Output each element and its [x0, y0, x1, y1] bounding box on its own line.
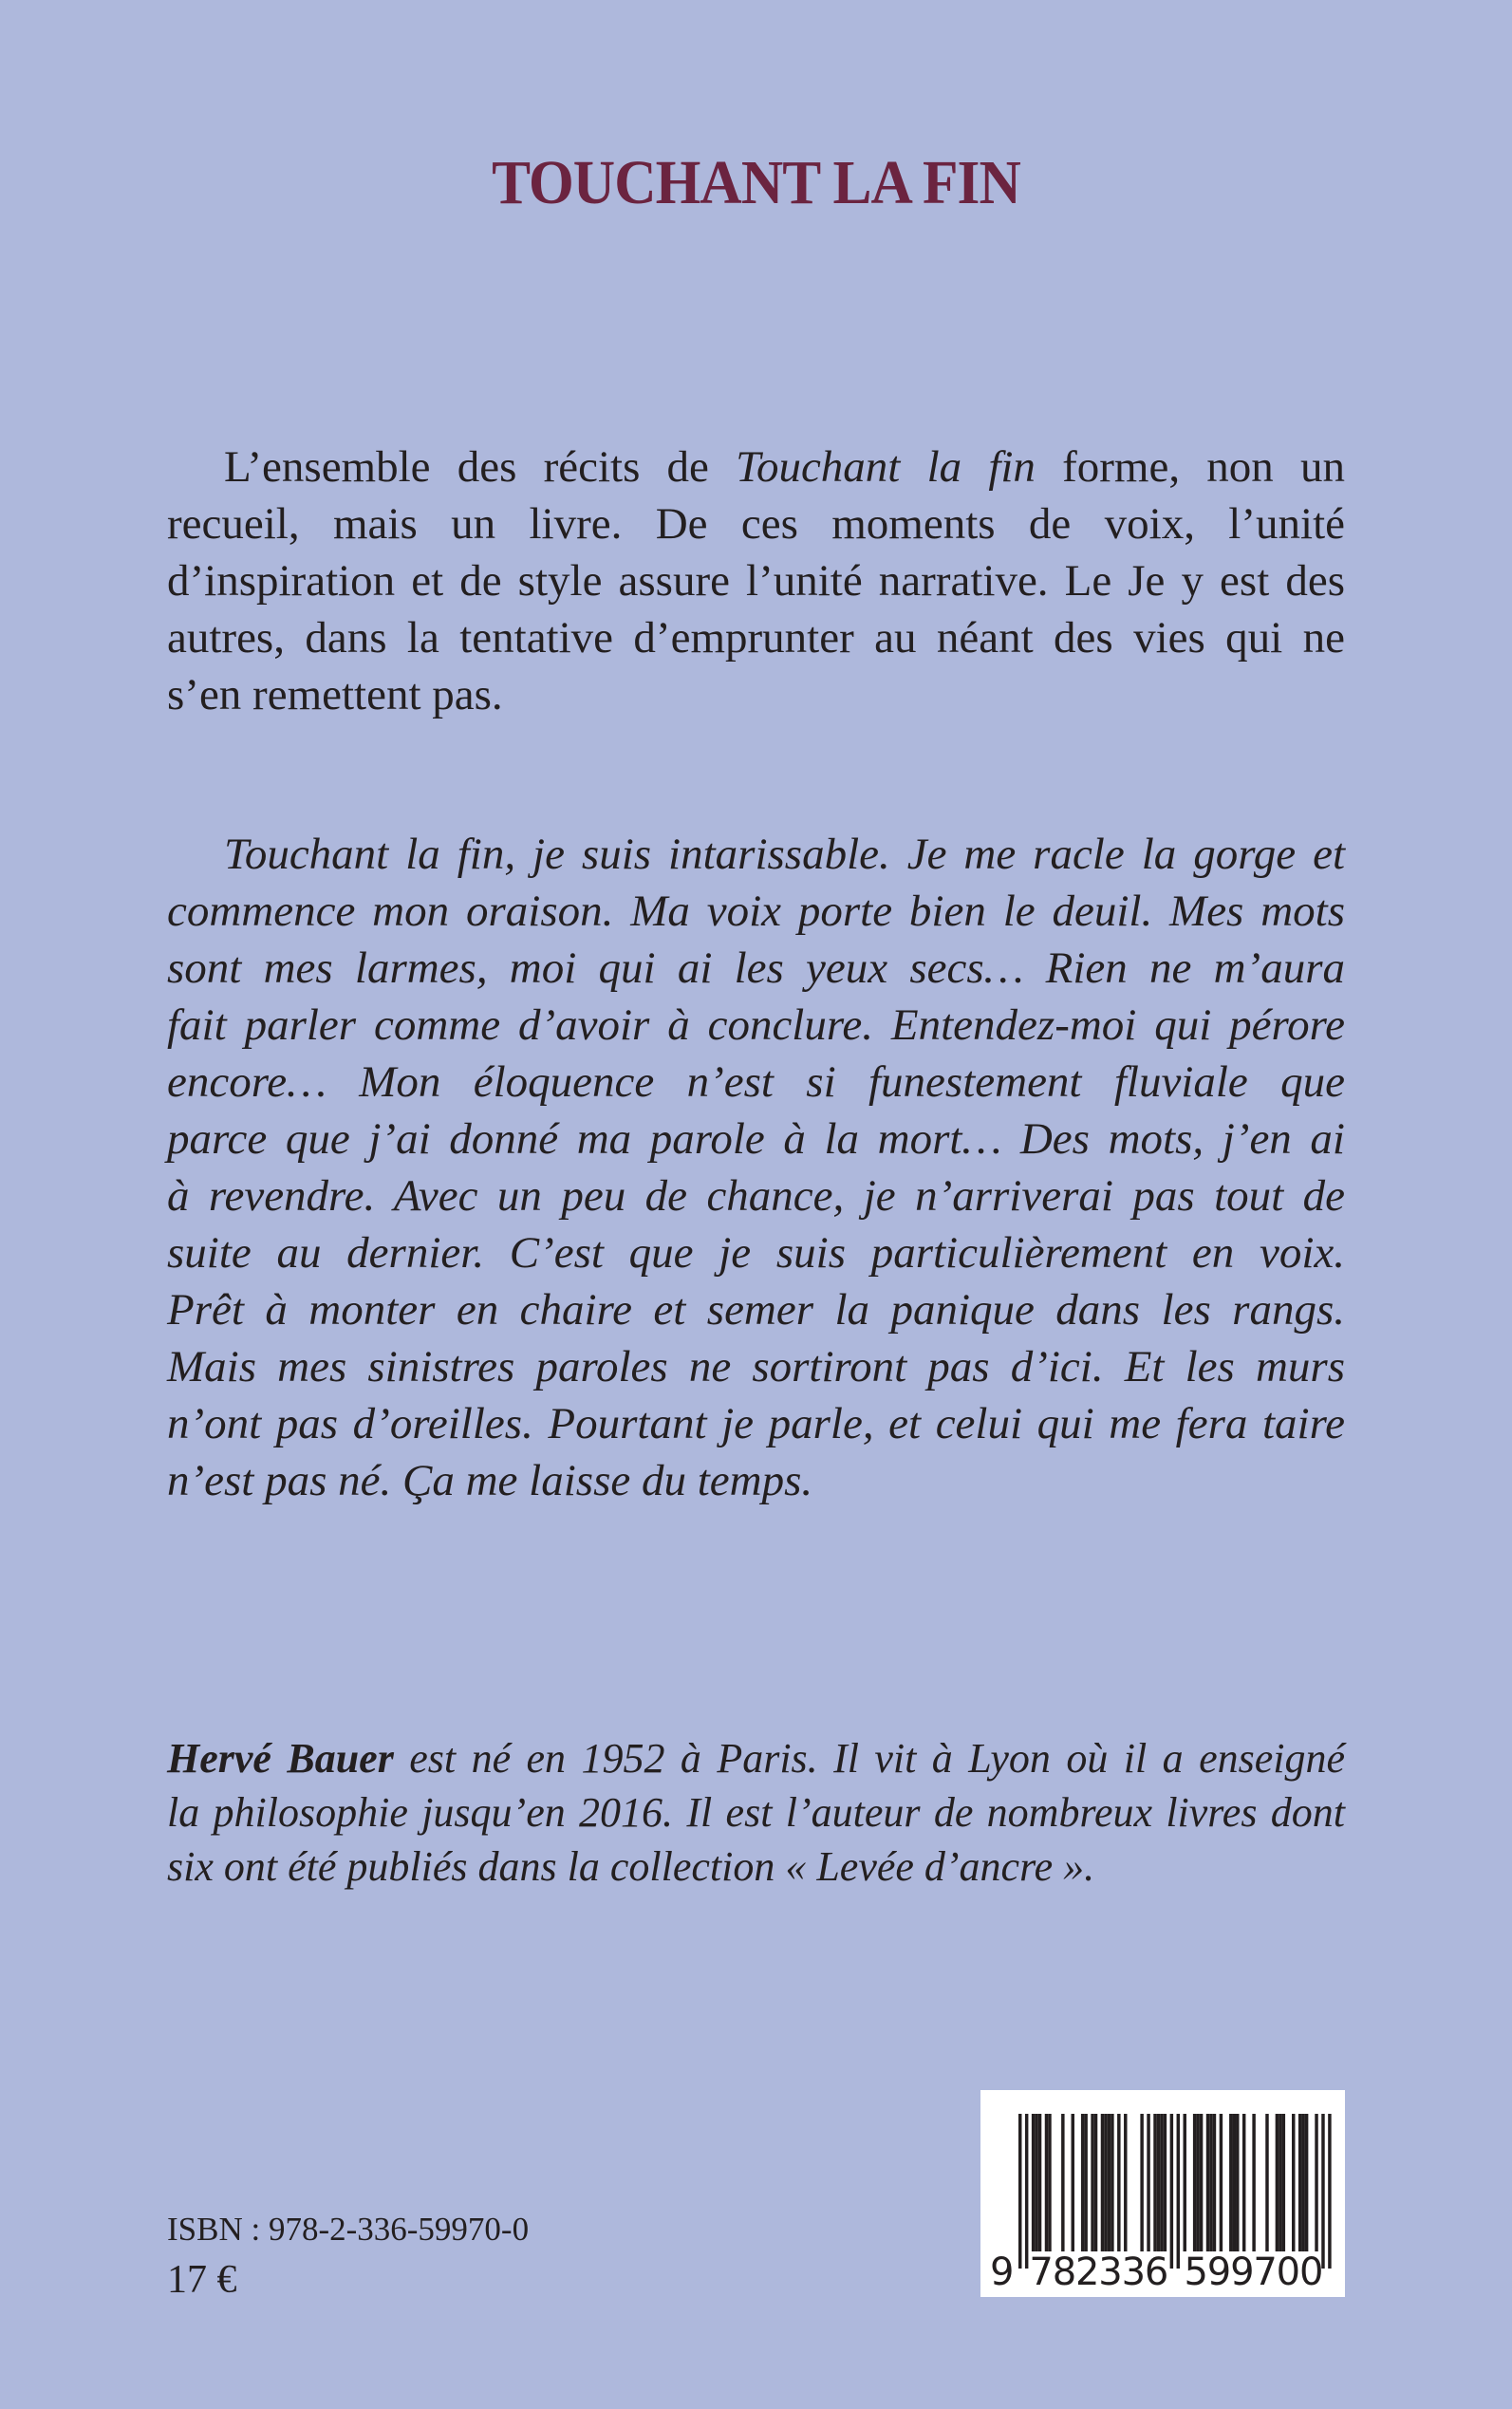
barcode-bar	[1265, 2114, 1268, 2251]
barcode-bar	[1108, 2114, 1111, 2251]
excerpt-line: Mais mes sinistres paroles ne sortiront pas d’ici. Et les murs	[167, 1342, 1345, 1391]
barcode-bar	[1072, 2114, 1074, 2251]
barcode-digit: 9	[1230, 2250, 1255, 2294]
barcode-bar	[1081, 2114, 1084, 2251]
barcode-svg	[980, 2090, 1345, 2297]
barcode-digit: 0	[1298, 2250, 1324, 2294]
barcode-bar	[1229, 2114, 1232, 2251]
bio-line: six ont été publiés dans la collection « Levée d’ancre ».	[167, 1843, 1095, 1890]
barcode-bar	[1048, 2114, 1051, 2251]
text: forme, non un	[1035, 442, 1345, 492]
barcode-bar	[1117, 2114, 1120, 2251]
barcode-bar	[1276, 2114, 1279, 2251]
price: 17 €	[167, 2258, 237, 2302]
barcode-digit: 2	[1074, 2250, 1100, 2294]
author-name: Hervé Bauer	[167, 1735, 394, 1782]
excerpt-line: n’est pas né. Ça me laisse du temps.	[167, 1456, 813, 1505]
barcode-digit: 8	[1052, 2250, 1077, 2294]
barcode-bar	[1164, 2114, 1167, 2251]
barcode-bar	[1018, 2114, 1021, 2269]
barcode-bar	[1282, 2114, 1285, 2251]
excerpt-line: Prêt à monter en chaire et semer la panique dans les rangs.	[167, 1285, 1345, 1335]
bio-line: la philosophie jusqu’en 2016. Il est l’auteur de nombreux livres dont	[167, 1789, 1345, 1836]
summary-paragraph	[167, 439, 1345, 723]
excerpt-line: commence mon oraison. Ma voix porte bien le deuil. Mes mots	[167, 887, 1345, 936]
barcode-bar	[1193, 2114, 1196, 2251]
barcode-bar	[1177, 2114, 1180, 2269]
barcode-bar	[1025, 2114, 1028, 2269]
barcode-bar	[1301, 2114, 1304, 2251]
barcode-bar	[1328, 2114, 1331, 2269]
barcode-digit: 0	[1276, 2250, 1301, 2294]
barcode-bar	[1111, 2114, 1113, 2251]
excerpt-paragraph	[167, 826, 1345, 1509]
barcode-bar	[1305, 2114, 1308, 2251]
barcode-bar	[1196, 2114, 1199, 2251]
barcode-digit: 6	[1144, 2250, 1169, 2294]
excerpt-line: n’ont pas d’oreilles. Pourtant je parle, et celui qui me fera taire	[167, 1399, 1345, 1448]
barcode-bar	[1124, 2114, 1127, 2251]
barcode-bar	[1279, 2114, 1281, 2251]
summary-line	[167, 439, 1345, 495]
barcode-bar	[1209, 2114, 1212, 2251]
barcode	[980, 2090, 1345, 2297]
barcode-bar	[1206, 2114, 1209, 2251]
barcode-bar	[1045, 2114, 1048, 2251]
barcode-bar	[1236, 2114, 1239, 2251]
barcode-bar	[1038, 2114, 1041, 2251]
excerpt-line: encore… Mon éloquence n’est si funestement fluviale que	[167, 1057, 1345, 1107]
barcode-bar	[1252, 2114, 1255, 2251]
barcode-bar	[1091, 2114, 1093, 2251]
barcode-bar	[1140, 2114, 1143, 2251]
excerpt-line: Touchant la fin, je suis intarissable. Je me racle la gorge et	[224, 830, 1345, 879]
bio-line	[167, 1731, 1345, 1785]
barcode-bar	[1292, 2114, 1295, 2251]
book-title: TOUCHANT LA FIN	[492, 148, 1020, 217]
book-title-italic: Touchant la fin	[736, 442, 1036, 492]
barcode-bar	[1032, 2114, 1035, 2251]
summary-line: d’inspiration et de style assure l’unité narrative. Le Je y est des	[167, 556, 1345, 606]
barcode-bar	[1094, 2114, 1097, 2251]
barcode-bar	[1170, 2114, 1173, 2269]
barcode-bar	[1213, 2114, 1216, 2251]
barcode-digit: 3	[1098, 2250, 1123, 2294]
barcode-bar	[1184, 2114, 1186, 2251]
barcode-digit: 9	[990, 2250, 1015, 2294]
barcode-digit: 9	[1206, 2250, 1232, 2294]
barcode-bar	[1298, 2114, 1301, 2251]
excerpt-line: à revendre. Avec un peu de chance, je n’arriverai pas tout de	[167, 1171, 1345, 1221]
summary-line: recueil, mais un livre. De ces moments de voix, l’unité	[167, 499, 1345, 549]
excerpt-line: sont mes larmes, moi qui ai les yeux secs… Rien ne m’aura	[167, 943, 1345, 993]
isbn: ISBN : 978-2-336-59970-0	[167, 2211, 530, 2248]
barcode-bar	[1153, 2114, 1156, 2251]
barcode-digit: 7	[1029, 2250, 1054, 2294]
barcode-digit: 3	[1121, 2250, 1147, 2294]
barcode-bar	[1084, 2114, 1087, 2251]
barcode-bar	[1035, 2114, 1037, 2251]
barcode-bar	[1157, 2114, 1160, 2251]
excerpt-line: suite au dernier. C’est que je suis particulièrement en voix.	[167, 1228, 1345, 1278]
barcode-bar	[1233, 2114, 1236, 2251]
barcode-bar	[1321, 2114, 1324, 2269]
barcode-bar	[1242, 2114, 1245, 2251]
barcode-digit: 7	[1253, 2250, 1278, 2294]
barcode-bar	[1220, 2114, 1223, 2251]
excerpt-line: parce que j’ai donné ma parole à la mort… Des mots, j’en ai	[167, 1114, 1345, 1164]
barcode-bar	[1061, 2114, 1064, 2251]
text: est né en 1952 à Paris. Il vit à Lyon où il a enseigné	[393, 1735, 1346, 1782]
barcode-digit: 5	[1184, 2250, 1208, 2294]
author-bio	[167, 1731, 1345, 1894]
barcode-bar	[1160, 2114, 1163, 2251]
excerpt-line: fait parler comme d’avoir à conclure. Entendez-moi qui pérore	[167, 1000, 1345, 1050]
barcode-bar	[1147, 2114, 1149, 2251]
summary-line: s’en remettent pas.	[167, 670, 503, 719]
barcode-bar	[1315, 2114, 1317, 2251]
barcode-bar	[1200, 2114, 1203, 2251]
summary-line: autres, dans la tentative d’emprunter au néant des vies qui ne	[167, 613, 1345, 663]
barcode-bar	[1104, 2114, 1107, 2251]
barcode-bar	[1101, 2114, 1104, 2251]
text: L’ensemble des récits de	[224, 442, 737, 492]
